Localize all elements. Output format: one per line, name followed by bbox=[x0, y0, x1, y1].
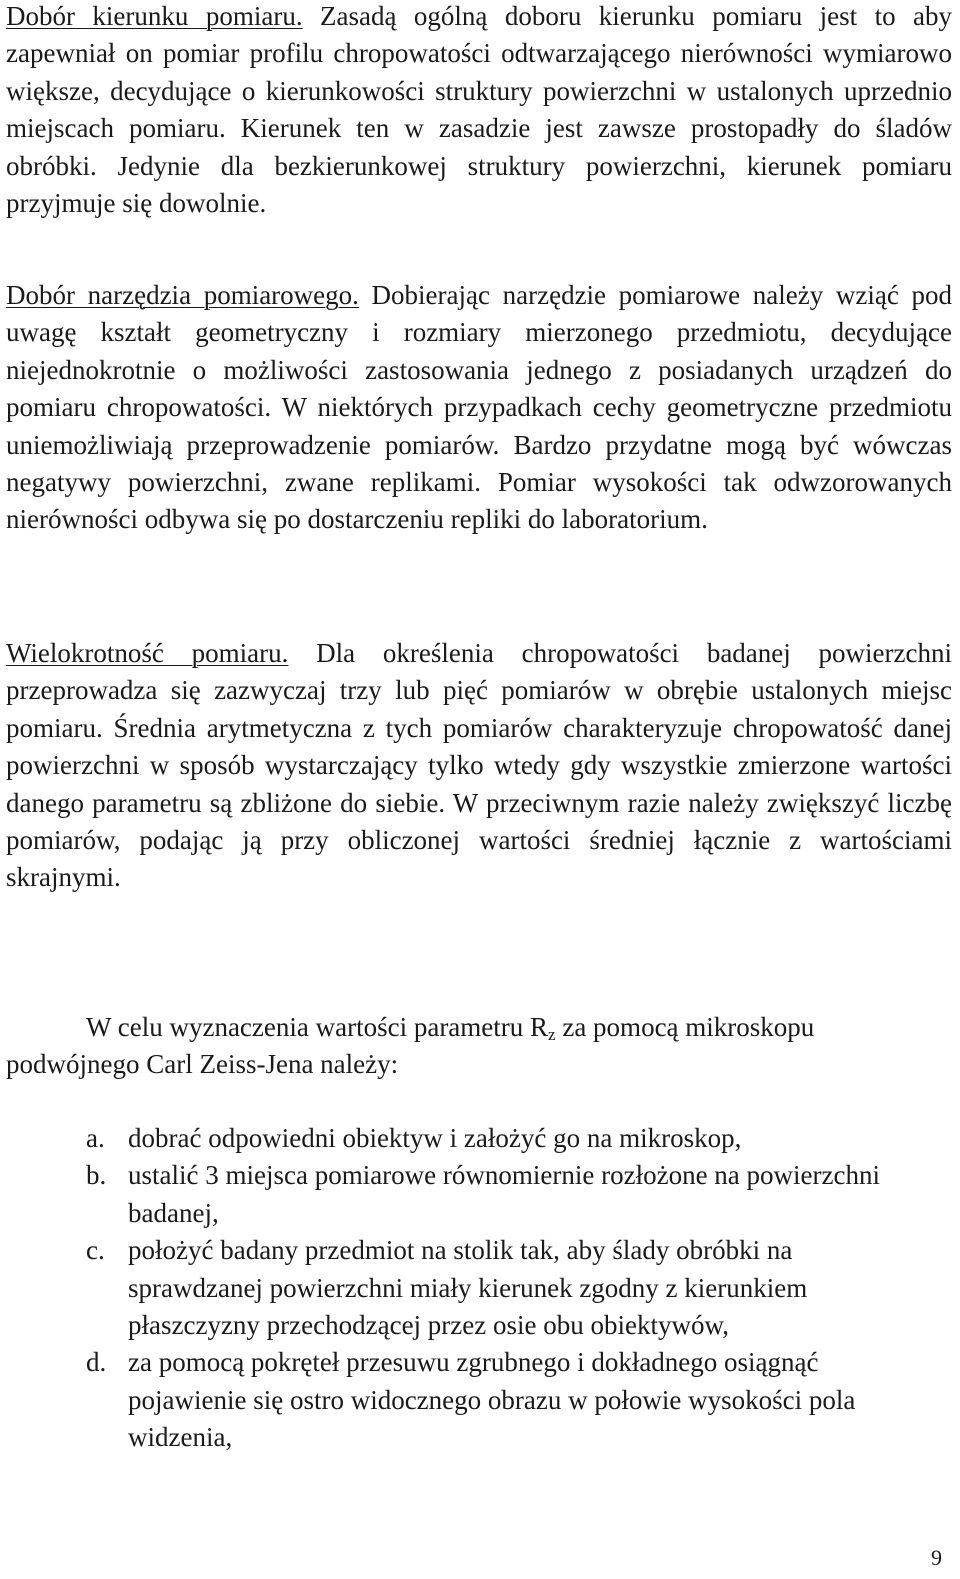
paragraph-measuring-tool bbox=[6, 277, 952, 539]
list-item-marker: b. bbox=[86, 1160, 107, 1191]
intro-text-before: W celu wyznaczenia wartości parametru R bbox=[86, 1012, 549, 1042]
list-item-text: za pomocą pokręteł przesuwu zgrubnego i dokładnego osiągnąć pojawienie się ostro widocznego obrazu w połowie wysokości pola widzenia, bbox=[128, 1347, 856, 1453]
list-item bbox=[86, 1120, 906, 1157]
paragraph-body: Zasadą ogólną doboru kierunku pomiaru jest to aby zapewniał on pomiar profilu chropowatości odtwarzającego nierówności wymiarowo większe, decydujące o kierunkowości struktury powierzchni w ustalonych uprzednio miejscach pomiaru. Kierunek ten w zasadzie jest zawsze prostopadły do śladów obróbki. Jedynie dla bezkierunkowej struktury powierzchni, kierunek pomiaru przyjmuje się dowolnie. bbox=[6, 1, 952, 219]
procedure-steps-list bbox=[86, 1120, 906, 1457]
list-item bbox=[86, 1344, 906, 1456]
intro-subscript: z bbox=[548, 1025, 556, 1044]
procedure-intro bbox=[6, 1009, 952, 1084]
list-item bbox=[86, 1232, 906, 1344]
paragraph-measurement-direction bbox=[6, 0, 952, 222]
paragraph-heading: Dobór narzędzia pomiarowego. bbox=[6, 280, 359, 310]
page-number: 9 bbox=[931, 1545, 942, 1570]
list-item-text: położyć badany przedmiot na stolik tak, aby ślady obróbki na sprawdzanej powierzchni miały kierunek zgodny z kierunkiem płaszczyzny przechodzącej przez osie obu obiektywów, bbox=[128, 1235, 808, 1341]
list-item-text: ustalić 3 miejsca pomiarowe równomiernie rozłożone na powierzchni badanej, bbox=[128, 1160, 880, 1228]
list-item-text: dobrać odpowiedni obiektyw i założyć go na mikroskop, bbox=[128, 1123, 742, 1153]
intro-text-after: za pomocą mikroskopu podwójnego Carl Zeiss-Jena należy: bbox=[6, 1012, 815, 1080]
paragraph-measurement-multiplicity bbox=[6, 635, 952, 897]
paragraph-body: Dobierając narzędzie pomiarowe należy wziąć pod uwagę kształt geometryczny i rozmiary mierzonego przedmiotu, decydujące niejednokrotnie o możliwości zastosowania jednego z posiadanych urządzeń do pomiaru chropowatości. W niektórych przypadkach cechy geometryczne przedmiotu uniemożliwiają przeprowadzenie pomiarów. Bardzo przydatne mogą być wówczas negatywy powierzchni, zwane replikami. Pomiar wysokości tak odwzorowanych nierówności odbywa się po dostarczeniu repliki do laboratorium. bbox=[6, 280, 952, 535]
paragraph-heading: Wielokrotność pomiaru. bbox=[6, 638, 289, 668]
list-item-marker: d. bbox=[86, 1347, 107, 1378]
list-item-marker: c. bbox=[86, 1235, 105, 1266]
list-item bbox=[86, 1157, 906, 1232]
list-item-marker: a. bbox=[86, 1123, 105, 1153]
paragraph-body: Dla określenia chropowatości badanej powierzchni przeprowadza się zazwyczaj trzy lub pięć pomiarów w obrębie ustalonych miejsc pomiaru. Średnia arytmetyczna z tych pomiarów charakteryzuje chropowatość danej powierzchni w sposób wystarczający tylko wtedy gdy wszystkie zmierzone wartości danego parametru są zbliżone do siebie. W przeciwnym razie należy zwiększyć liczbę pomiarów, podając ją przy obliczonej wartości średniej łącznie z wartościami skrajnymi. bbox=[6, 638, 952, 893]
paragraph-heading: Dobór kierunku pomiaru. bbox=[6, 1, 303, 31]
